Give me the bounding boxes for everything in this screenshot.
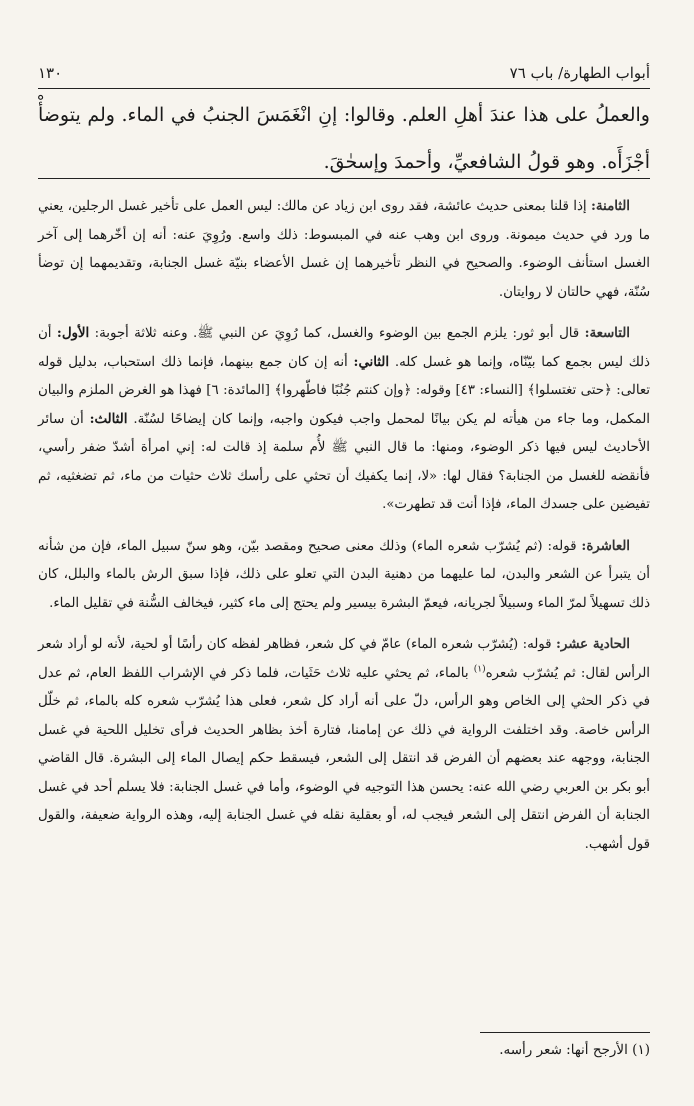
hadith-text: والعملُ على هذا عندَ أهلِ العلم. وقالوا: إنِ انْغَمَسَ الجنبُ في الماء. ولم يتوضأْ أجْزَأَه. وهو قولُ الشافعيِّ، وأحمدَ وإسحٰقَ. xyxy=(38,104,650,173)
footnote: (١) الأرجح أنها: شعر رأسه. xyxy=(499,1042,650,1058)
footnote-divider xyxy=(480,1032,650,1033)
answer-label: الثالث: xyxy=(89,411,128,427)
paragraph-text: أن ذلك ليس بجمع كما بيّنّاه، وإنما هو غسل كله. xyxy=(38,326,650,370)
paragraph-11 xyxy=(38,631,650,859)
paragraph-10 xyxy=(38,533,650,619)
page-number: ١٣٠ xyxy=(38,64,63,82)
answer-label: الثاني: xyxy=(353,354,390,370)
paragraph-text: قوله: (يُشرّب شعره الماء) عامّ في كل شعر، فظاهر لفظه كان رأسًا أو لحية، لأنه لو أراد شعر الرأس لقال: ثم يُشرّب شعره xyxy=(38,637,650,681)
paragraph-text: قال أبو ثور: يلزم الجمع بين الوضوء والغسل، كما رُوِيَ عن النبي ﷺ. وعنه ثلاثة أجوبة: xyxy=(89,326,585,341)
answer-label: الأول: xyxy=(56,326,90,341)
paragraph-text: قوله: (ثم يُشرّب شعره الماء) وذلك معنى صحيح ومقصد بيّن، وهو سنّ سبيل الماء، فإن من شأنه أن يتبرأ عن الشعر والبدن، لما عليهما من دهنية البدن التي تعلو على ذلك، فإذا سبق الرش بالماء والبلل، كان ذلك تسهيلاً لمرّ الماء وسبيلاً لجريانه، فيعمّ البشرة بيسير ولم يحتج إلى ماء كثير، فيخالف السُّنة في تقليل الماء. xyxy=(38,538,650,611)
divider xyxy=(38,178,650,179)
commentary xyxy=(38,193,650,872)
running-title: أبواب الطهارة/ باب ٧٦ xyxy=(509,64,650,82)
paragraph-lead: التاسعة: xyxy=(584,326,630,341)
paragraph-text: أن سائر الأحاديث ليس فيها ذكر الوضوء، ومنها: ما قال النبي ﷺ لأُم سلمة إذ قالت له: إني امرأة أشدّ ضفر رأسي، فأنقضه للغسل من الجنابة؟ فقال لها: «لا، إنما يكفيك أن تحثي على رأسك ثلاث حثيات من ماء، ثم تضغثيه، ثم تفيضين على جسدك الماء، فإذا أنت قد تطهرت». xyxy=(38,411,650,512)
paragraph-text: أنه إن كان جمع بينهما، فإنما ذلك استحباب، بدليل قوله تعالى: ﴿حتى تغتسلوا﴾ [النساء: ٤٣] وقوله: ﴿وإن كنتم جُنُبًا فاطّهروا﴾ [المائدة: ٦] فهذا هو الغرض الملزم والبيان المكمل، وما جاء من هيأته لم يكن بيانًا لمحمل واجب فيكون واجبه، وإنما كان إيضاحًا لسُنّة. xyxy=(38,354,650,427)
paragraph-text: إذا قلنا بمعنى حديث عائشة، فقد روى ابن زياد عن مالك: ليس العمل على تأخير غسل الرجلين، يعني ما ورد في حديث ميمونة. وروى ابن وهب عنه في المبسوط: ذلك واسع. ورُوِيَ عنه: أنه إن أخّرهما إلى آخر الغسل استأنف الوضوء. والصحيح في النظر تأخيرهما إن غسل الأعضاء بنيّة غسل الجنابة، وتقديمهما إن توضأ سُنّة، فهي حالتان لا روايتان. xyxy=(38,199,650,300)
paragraph-lead: العاشرة: xyxy=(581,538,630,554)
paragraph-lead: الحادية عشر: xyxy=(555,637,630,652)
paragraph-lead: الثامنة: xyxy=(591,199,630,214)
paragraph-text: بالماء، ثم يحثي عليه ثلاث حَثَيات، فلما ذكر في الإشراب اللفظ العام، ثم عدل في ذكر الحثي إلى الخاص وهو الرأس، دلّ على أنه أراد كل شعر، فعلى هذا يُشرّب شعره كله بالماء، ثم خلّل الرأس خاصة. وقد اختلفت الرواية في ذلك عن إمامنا، فتارة أخذ بظاهر الحديث فرأى تخليل اللحية في غسل الجنابة، ووجهه عند بعضهم أن الفرض قد انتقل إلى الشعر، فيسقط حكم إيصال الماء إلى البشرة. قال القاضي أبو بكر بن العربي رضي الله عنه: يحسن هذا التوجيه في الوضوء، وأما في غسل الجنابة: فلا يسلم أحد في غسل الجنابة أن الفرض انتقل إلى الشعر فيجب له، أو بعقلية نقله في غسل الجنابة إليه، وهذه الرواية ضعيفة، والقول قول أشهب. xyxy=(38,665,650,852)
paragraph-8 xyxy=(38,193,650,307)
paragraph-9 xyxy=(38,320,650,520)
footnote-ref[interactable]: (١) xyxy=(473,664,486,675)
page-header xyxy=(38,60,650,89)
